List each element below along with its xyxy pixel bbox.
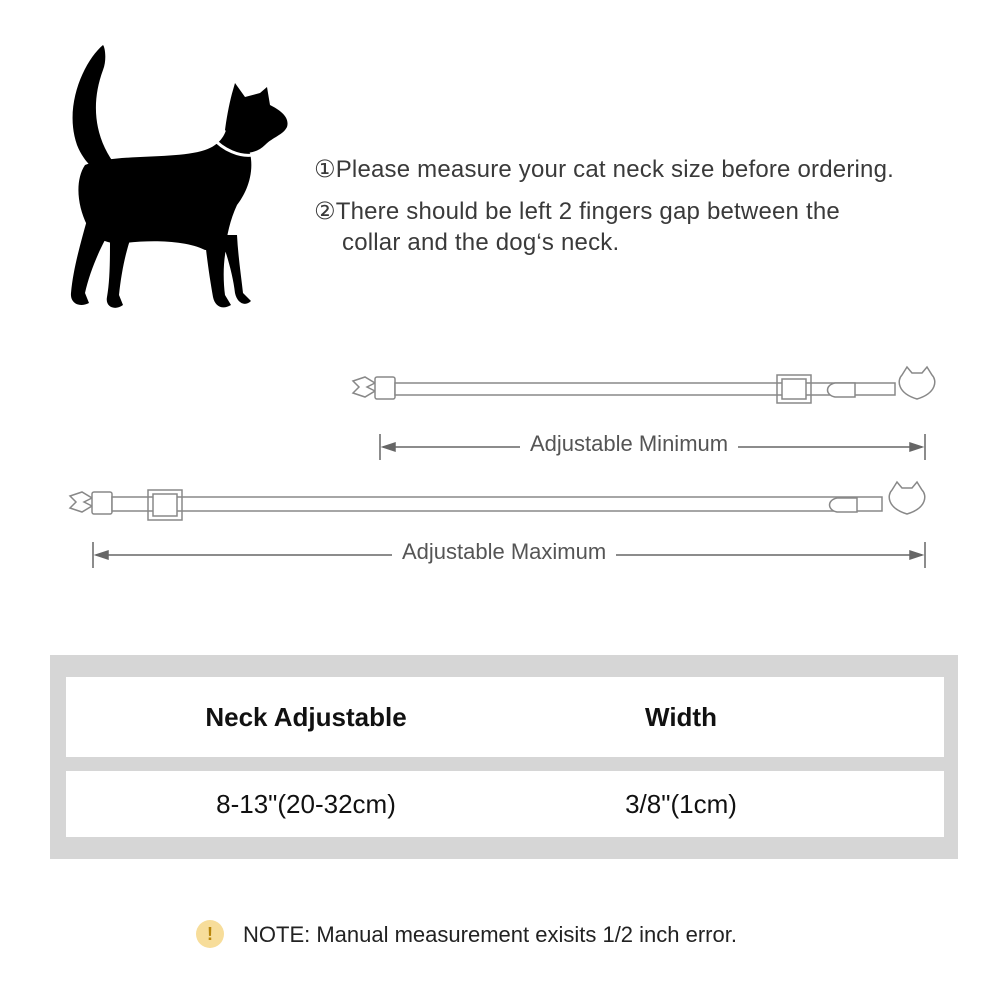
size-table xyxy=(50,655,958,859)
warning-icon: ! xyxy=(196,920,224,948)
collar-minimum-illustration xyxy=(345,365,945,415)
table-row xyxy=(66,771,944,837)
header-neck-adjustable: Neck Adjustable xyxy=(205,701,407,732)
cell-neck-value: 8-13"(20-32cm) xyxy=(216,788,396,819)
header-width: Width xyxy=(645,701,717,732)
minimum-label: Adjustable Minimum xyxy=(520,431,738,457)
maximum-label: Adjustable Maximum xyxy=(392,539,616,565)
instruction-measure: ①Please measure your cat neck size before ordering. xyxy=(314,156,895,183)
note-text: NOTE: Manual measurement exisits 1/2 inch error. xyxy=(243,922,737,947)
cat-silhouette-icon xyxy=(55,35,305,320)
instruction-gap-line1: ②There should be left 2 fingers gap between the xyxy=(314,198,840,225)
instruction-gap-line2: collar and the dog‘s neck. xyxy=(342,229,620,256)
collar-maximum-illustration xyxy=(62,480,942,530)
table-header-row xyxy=(66,677,944,757)
cell-width-value: 3/8"(1cm) xyxy=(625,788,737,819)
